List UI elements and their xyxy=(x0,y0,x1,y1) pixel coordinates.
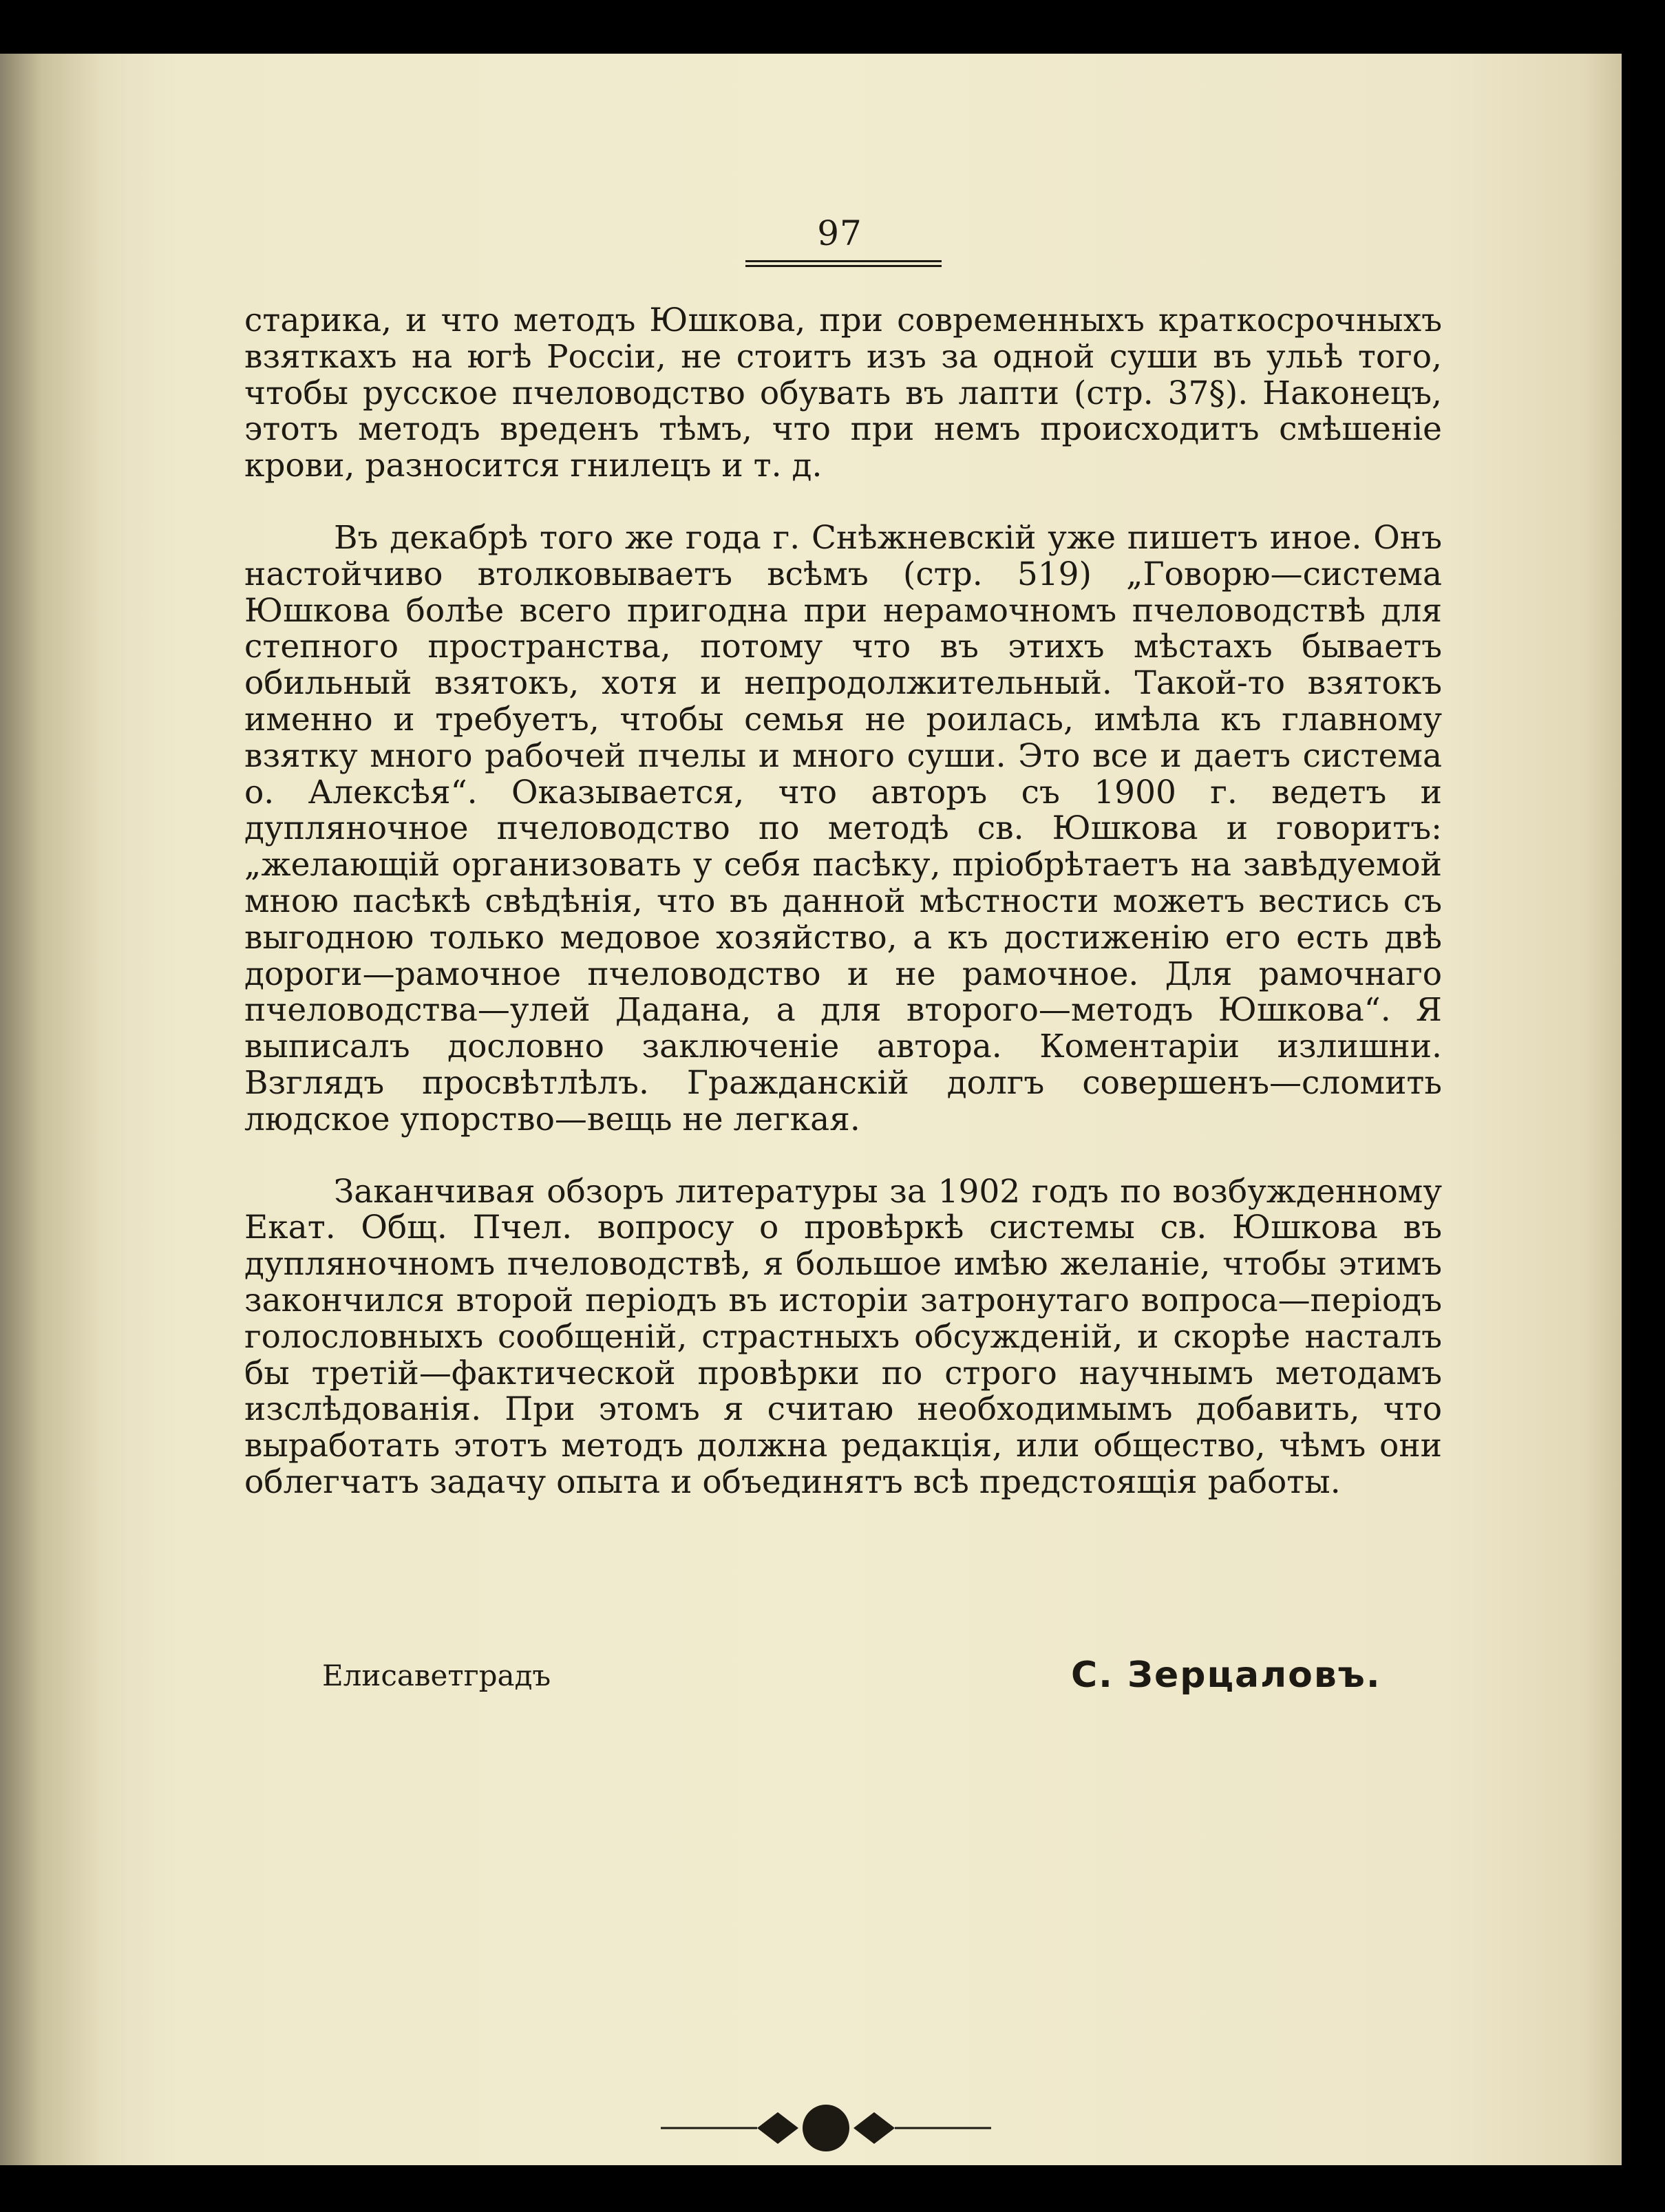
paragraph-1: старика, и что методъ Юшкова, при современныхъ краткосрочныхъ взяткахъ на югѣ Россіи, не стоитъ изъ за одной суши въ ульѣ того, чтобы русское пчеловодство обувать въ лапти (стр. 37§). Наконецъ, этотъ методъ вреденъ тѣмъ, что при немъ происходитъ смѣшеніе крови, разносится гнилецъ и т. д. xyxy=(244,301,1442,485)
signature-place: Елисаветградъ xyxy=(322,1659,551,1692)
ornament-circle xyxy=(803,2105,849,2151)
body-text xyxy=(244,303,1442,1537)
ornament-diamond-right xyxy=(853,2112,895,2144)
page-number-rule xyxy=(745,260,942,267)
ornament-diamond-left xyxy=(757,2112,798,2144)
page-paper xyxy=(0,54,1622,2165)
ornament-divider xyxy=(661,2104,991,2152)
paragraph-2: Въ декабрѣ того же года г. Снѣжневскій уже пишетъ иное. Онъ настойчиво втолковываетъ всѣмъ (стр. 519) „Говорю—система Юшкова болѣе всего пригодна при нерамочномъ пчеловодствѣ для степного пространства, потому что въ этихъ мѣстахъ бываетъ обильный взятокъ, хотя и непродолжительный. Такой-то взятокъ именно и требуетъ, чтобы семья не роилась, имѣла къ главному взятку много рабочей пчелы и много суши. Это все и даетъ система о. Алексѣя“. Оказывается, что авторъ съ 1900 г. ведетъ и дупляночное пчеловодство по методѣ св. Юшкова и говоритъ: „желающій организовать у себя пасѣку, пріобрѣтаетъ на завѣдуемой мною пасѣкѣ свѣдѣнія, что въ данной мѣстности можетъ вестись съ выгодною только медовое хозяйство, а къ достиженію его есть двѣ дороги—рамочное пчеловодство и не рамочное. Для рамочнаго пчеловодства—улей Дадана, а для второго—методъ Юшкова“. Я выписалъ дословно заключеніе автора. Коментаріи излишни. Взглядъ просвѣтлѣлъ. Гражданскій долгъ совершенъ—сломить людское упорство—вещь не легкая. xyxy=(244,518,1442,1138)
paragraph-3: Заканчивая обзоръ литературы за 1902 годъ по возбужденному Екат. Общ. Пчел. вопросу о провѣркѣ системы св. Юшкова въ дупляночномъ пчеловодствѣ, я большое имѣю желаніе, чтобы этимъ закончился второй періодъ въ исторіи затронутаго вопроса—періодъ голословныхъ сообщеній, страстныхъ обсужденій, и скорѣе насталъ бы третій—фактической провѣрки по строго научнымъ методамъ изслѣдованія. При этомъ я считаю необходимымъ добавить, что выработать этотъ методъ должна редакція, или общество, чѣмъ они облегчатъ задачу опыта и объединятъ всѣ предстоящія работы. xyxy=(244,1172,1442,1501)
page-number: 97 xyxy=(817,213,862,253)
signature-author: С. Зерцаловъ. xyxy=(1071,1655,1381,1696)
